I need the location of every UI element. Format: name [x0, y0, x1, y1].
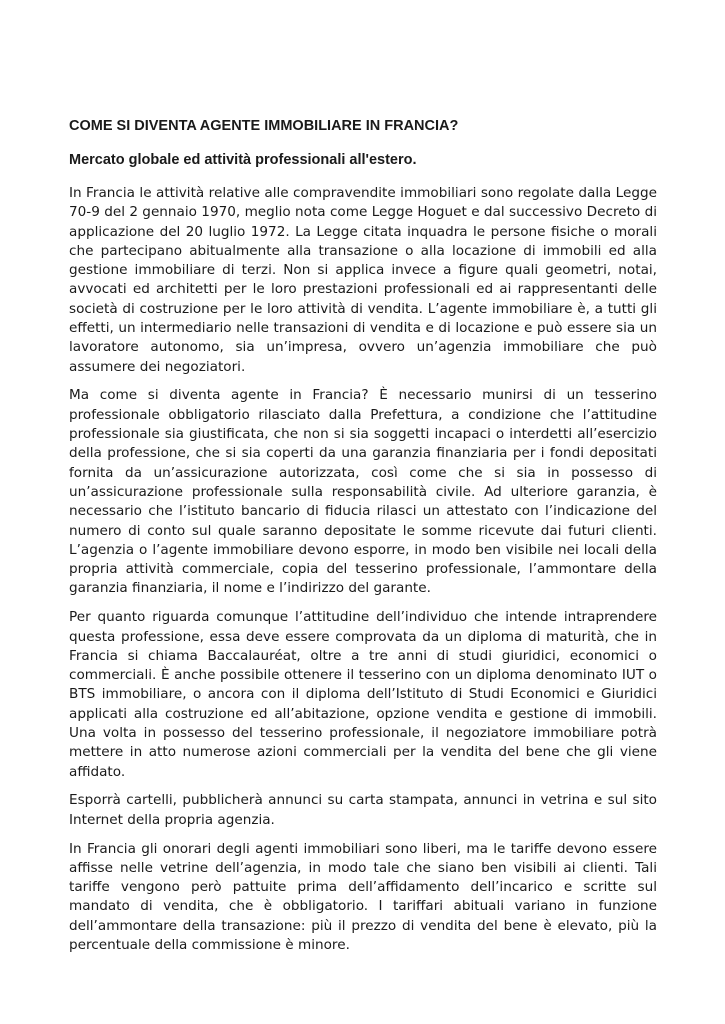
document-subtitle: Mercato globale ed attività professionali all'estero.	[69, 152, 417, 168]
document-page	[69, 116, 657, 965]
document-title: COME SI DIVENTA AGENTE IMMOBILIARE IN FRANCIA?	[69, 118, 459, 134]
paragraph-onorari: In Francia gli onorari degli agenti immobiliari sono liberi, ma le tariffe devono essere affisse nelle vetrine dell’agenzia, in modo tale che siano ben visibili ai clienti. Tali tariffe vengono però pattuite prima dell’affidamento dell’incarico e scritte sul mandato di vendita, che è obbligatorio. I tariffari abituali variano in funzione dell’ammontare della transazione: più il prezzo di vendita del bene è elevato, più la percentuale della commissione è minore.	[69, 840, 657, 953]
paragraph-attitudine-professionale: Per quanto riguarda comunque l’attitudine dell’individuo che intende intraprendere questa professione, essa deve essere comprovata da un diploma di maturità, che in Francia si chiama Baccalauréat, oltre a tre anni di studi giuridici, economici o commerciali. È anche possibile ottenere il tesserino con un diploma denominato IUT o BTS immobiliare, o ancora con il diploma dell’Istituto di Studi Economici e Giuridici applicati alla costruzione ed all’abitazione, opzione vendita e gestione di immobili. Una volta in possesso del tesserino professionale, il negoziatore immobiliare potrà mettere in atto numerose azioni commerciali per la vendita del bene che gli viene affidato.	[69, 609, 657, 780]
paragraph-azioni-commerciali: Esporrà cartelli, pubblicherà annunci su carta stampata, annunci in vetrina e sul sito Internet della propria agenzia.	[69, 792, 657, 828]
paragraph-tesserino-professionale: Ma come si diventa agente in Francia? È necessario munirsi di un tesserino professionale obbligatorio rilasciato dalla Prefettura, a condizione che l’attitudine professionale sia giustificata, che non si sia soggetti incapaci o interdetti all’esercizio della professione, che si sia coperti da una garanzia finanziaria per i fondi depositati fornita da un’assicurazione autorizzata, così come che si sia in possesso di un’assicurazione professionale sulla responsabilità civile. Ad ulteriore garanzia, è necessario che l’istituto bancario di fiducia rilasci un attestato con l’indicazione del numero di conto sul quale saranno depositate le somme ricevute dai futuri clienti. L’agenzia o l’agente immobiliare devono esporre, in modo ben visibile nei locali della propria attività commerciale, copia del tesserino professionale, l’ammontare della garanzia finanziaria, il nome e l’indirizzo del garante.	[69, 387, 657, 597]
paragraph-legge-hoguet: In Francia le attività relative alle compravendite immobiliari sono regolate dalla Legge 70-9 del 2 gennaio 1970, meglio nota come Legge Hoguet e dal successivo Decreto di applicazione del 20 luglio 1972. La Legge citata inquadra le persone fisiche o morali che partecipano abitualmente alla transazione o alla locazione di immobili ed alla gestione immobiliare di terzi. Non si applica invece a figure quali geometri, notai, avvocati ed architetti per le loro prestazioni professionali ed ai rappresentanti delle società di costruzione per le loro attività di vendita. L’agente immobiliare è, a tutti gli effetti, un intermediario nelle transazioni di vendita e di locazione e può essere sia un lavoratore autonomo, sia un’impresa, ovvero un’agenzia immobiliare che può assumere dei negoziatori.	[69, 185, 657, 375]
